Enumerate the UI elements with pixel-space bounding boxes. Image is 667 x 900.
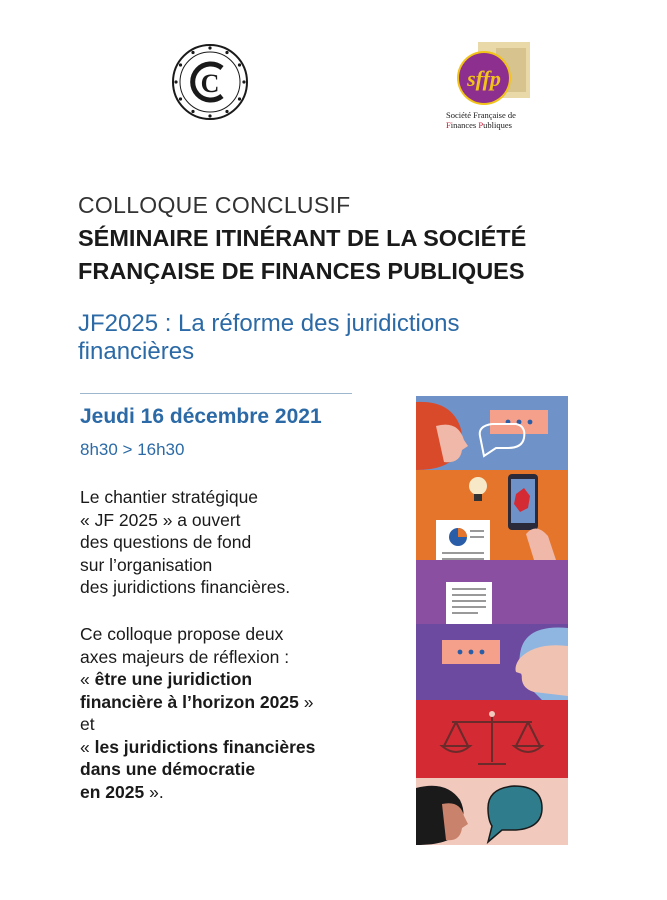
themes-line: Ce colloque propose deux <box>80 624 284 644</box>
event-kicker: COLLOQUE CONCLUSIF <box>78 192 351 218</box>
cc-letter: C <box>200 69 220 98</box>
themes-connector: et <box>80 714 95 734</box>
theme-2-line: en 2025 ». <box>80 781 164 802</box>
divider <box>80 393 352 394</box>
illustration-column <box>416 396 568 845</box>
sffp-mark: sffp <box>467 66 501 91</box>
intro-line: « JF 2025 » a ouvert <box>80 509 241 530</box>
theme-1-line: financière à l’horizon 2025 » <box>80 691 314 712</box>
themes-paragraph <box>80 623 400 803</box>
event-date: Jeudi 16 décembre 2021 <box>80 405 322 428</box>
intro-line: des questions de fond <box>80 532 252 552</box>
sffp-caption-line1: Société Française de <box>446 110 516 120</box>
subtitle-line-1: JF2025 : La réforme des juridictions <box>78 310 460 337</box>
intro-line: sur l’organisation <box>80 554 213 575</box>
lightbulb-icon <box>469 477 487 495</box>
sffp-caption <box>446 110 546 130</box>
subtitle-line-2: financières <box>78 338 195 365</box>
theme-2-line: dans une démocratie <box>80 759 256 779</box>
intro-line: des juridictions financières. <box>80 577 291 597</box>
sffp-logo <box>452 40 534 112</box>
cour-des-comptes-logo <box>170 42 250 122</box>
intro-line: Le chantier stratégique <box>80 487 259 507</box>
title-line-1: SÉMINAIRE ITINÉRANT DE LA SOCIÉTÉ <box>78 225 527 251</box>
themes-line: axes majeurs de réflexion : <box>80 646 290 667</box>
sffp-caption-line2: Finances Publiques <box>446 120 512 130</box>
event-time: 8h30 > 16h30 <box>80 440 185 459</box>
intro-paragraph <box>80 486 380 599</box>
event-title <box>78 222 638 288</box>
title-line-2: FRANÇAISE DE FINANCES PUBLIQUES <box>78 258 525 284</box>
event-subtitle <box>78 310 618 366</box>
theme-1-line: « être une juridiction <box>80 669 253 689</box>
theme-2-line: « les juridictions financières <box>80 736 316 757</box>
